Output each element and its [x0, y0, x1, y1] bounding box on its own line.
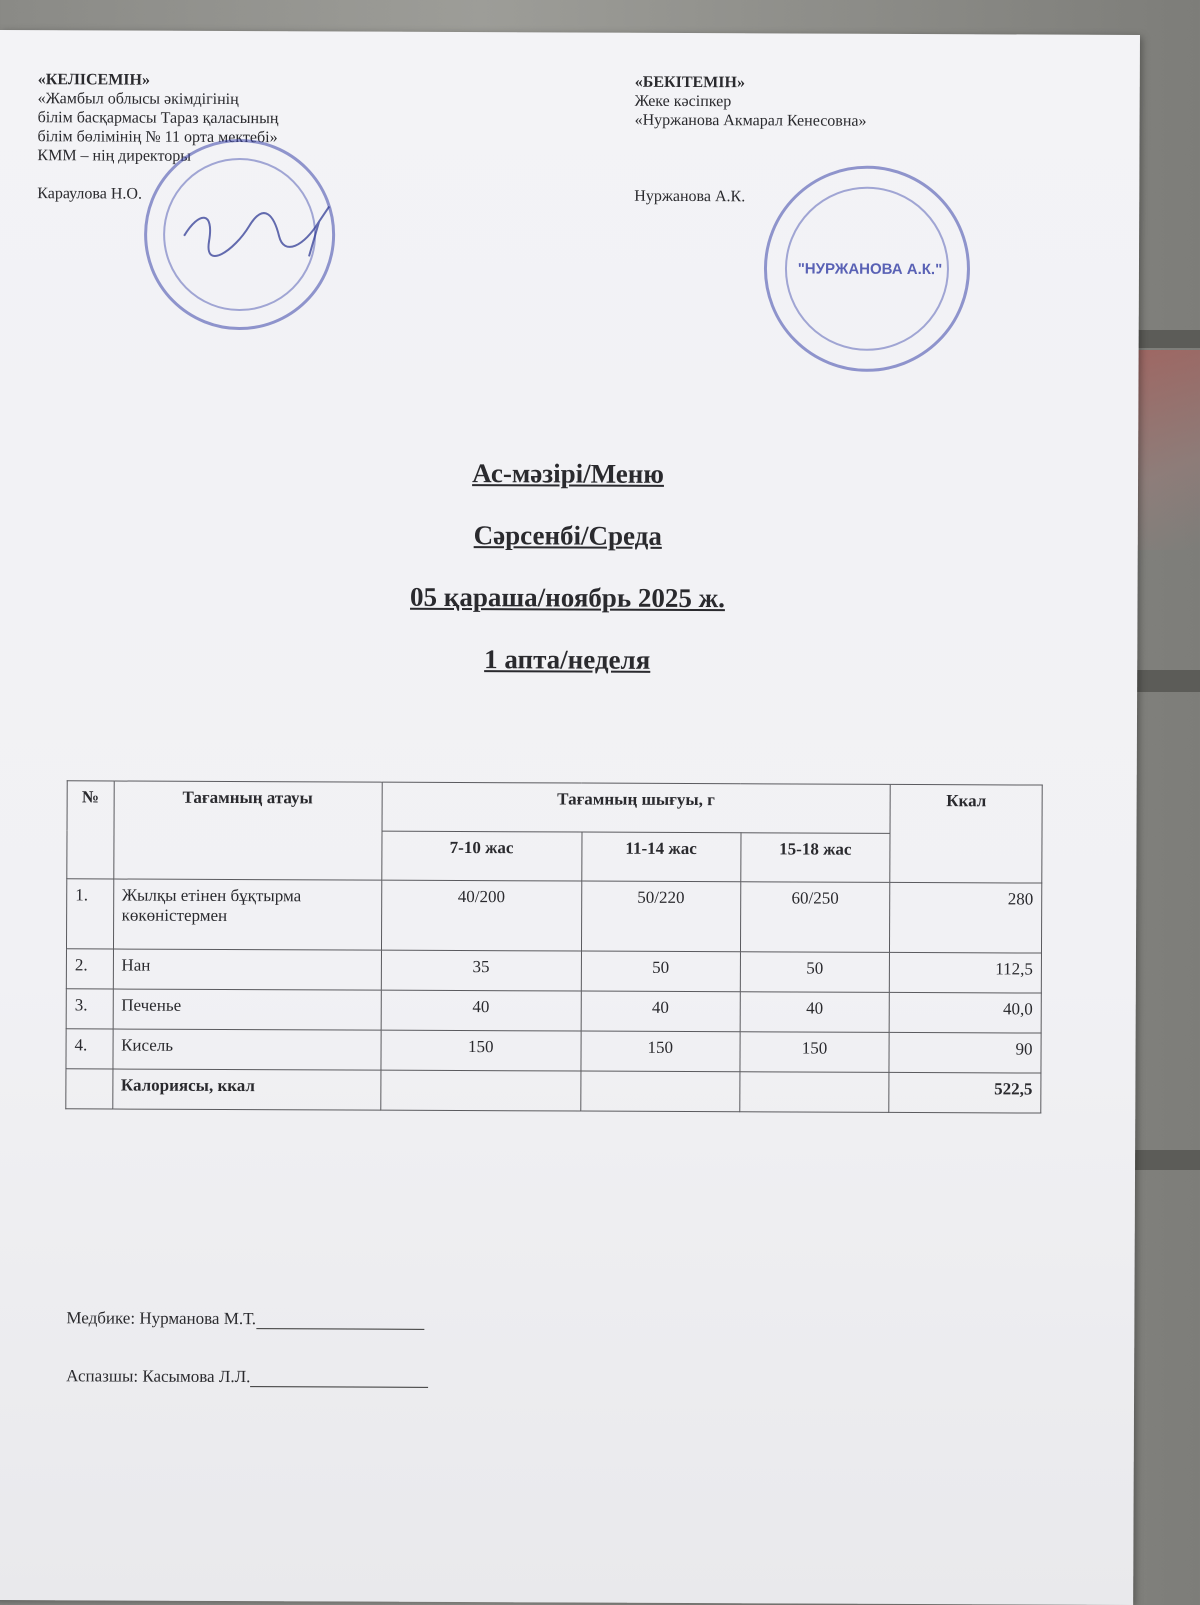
portion-11-14: 50/220: [581, 881, 740, 952]
kcal-value: 112,5: [890, 952, 1042, 993]
agreed-title: «КЕЛІСЕМІН»: [37, 71, 151, 89]
kcal-value: 280: [890, 882, 1042, 953]
date-title: 05 қараша/ноябрь 2025 ж.: [410, 581, 726, 614]
org-line-3: білім бөлімінің № 11 орта мектебі»: [37, 128, 278, 147]
col-header-age-7-10: 7-10 жас: [381, 831, 581, 881]
table-row: [66, 949, 1041, 993]
col-header-kcal: Ккал: [890, 784, 1042, 883]
nurse-label: Медбике: Нурманова М.Т.: [66, 1308, 257, 1329]
week-title: 1 апта/неделя: [484, 644, 651, 675]
approved-title: «БЕКІТЕМІН»: [634, 73, 746, 92]
portion-7-10: 40/200: [381, 880, 582, 951]
dish-name: Кисель: [112, 1029, 380, 1070]
total-label: Калориясы, ккал: [112, 1069, 380, 1110]
nurse-signature-line: [66, 1308, 424, 1330]
table-row: [66, 1029, 1041, 1073]
row-number: 1.: [66, 879, 113, 949]
total-empty-cell: [380, 1070, 580, 1111]
table-total-row: [66, 1069, 1041, 1113]
portion-11-14: 40: [581, 991, 740, 1032]
entrepreneur-seal: [764, 165, 971, 372]
row-number: 3.: [66, 989, 113, 1029]
menu-title: Ас-мәзірі/Меню: [472, 458, 665, 489]
kcal-value: 90: [889, 1032, 1041, 1073]
portion-15-18: 150: [740, 1032, 890, 1073]
dish-name: Нан: [113, 949, 381, 990]
col-header-dish-name: Тағамның атауы: [113, 781, 381, 880]
signature-blank: [250, 1386, 428, 1388]
menu-table: [65, 780, 1042, 1113]
col-header-age-11-14: 11-14 жас: [582, 832, 741, 882]
dish-name: Печенье: [113, 989, 381, 1030]
portion-15-18: 40: [740, 992, 890, 1033]
weekday-title: Сәрсенбі/Среда: [473, 520, 662, 551]
portion-7-10: 35: [381, 950, 581, 991]
total-empty-cell: [581, 1071, 740, 1112]
table-row: [66, 989, 1041, 1033]
left-signatory: Караулова Н.О.: [37, 185, 143, 203]
col-header-age-15-18: 15-18 жас: [740, 833, 890, 883]
portion-7-10: 150: [380, 1030, 580, 1071]
cook-label: Аспазшы: Касымова Л.Л.: [66, 1366, 251, 1387]
document-titles: [0, 440, 1138, 693]
table-header-row: [67, 781, 1042, 834]
background-object: [1130, 350, 1200, 550]
right-signatory: Нуржанова А.К.: [634, 187, 746, 206]
entrepreneur-line: Жеке кәсіпкер: [634, 92, 732, 111]
total-kcal: 522,5: [889, 1072, 1041, 1113]
portion-15-18: 50: [740, 952, 890, 993]
seal-name-text: "НУРЖАНОВА А.К.": [797, 260, 943, 279]
org-line-2: білім басқармасы Тараз қаласының: [37, 109, 279, 128]
col-header-output: Тағамның шығуы, г: [382, 782, 891, 833]
portion-11-14: 50: [581, 951, 740, 992]
cook-signature-line: [66, 1366, 428, 1388]
document-sheet: [0, 30, 1140, 1605]
portion-11-14: 150: [581, 1031, 740, 1072]
dish-name: Жылқы етінен бұқтырма көкөністермен: [113, 879, 381, 950]
org-line-1: «Жамбыл облысы әкімдігінің: [37, 90, 239, 109]
table-row: [66, 879, 1041, 953]
portion-15-18: 60/250: [740, 882, 890, 953]
row-number: 4.: [66, 1029, 113, 1069]
kcal-value: 40,0: [889, 992, 1041, 1033]
entrepreneur-name: «Нуржанова Акмарал Кенесовна»: [634, 111, 867, 130]
total-empty-cell: [739, 1072, 889, 1113]
portion-7-10: 40: [381, 990, 581, 1031]
col-header-number: №: [67, 781, 114, 879]
org-line-4: КММ – нің директоры: [37, 147, 192, 165]
director-signature: [179, 201, 339, 262]
total-empty-cell: [66, 1069, 113, 1109]
row-number: 2.: [66, 949, 113, 989]
signature-blank: [256, 1328, 424, 1330]
